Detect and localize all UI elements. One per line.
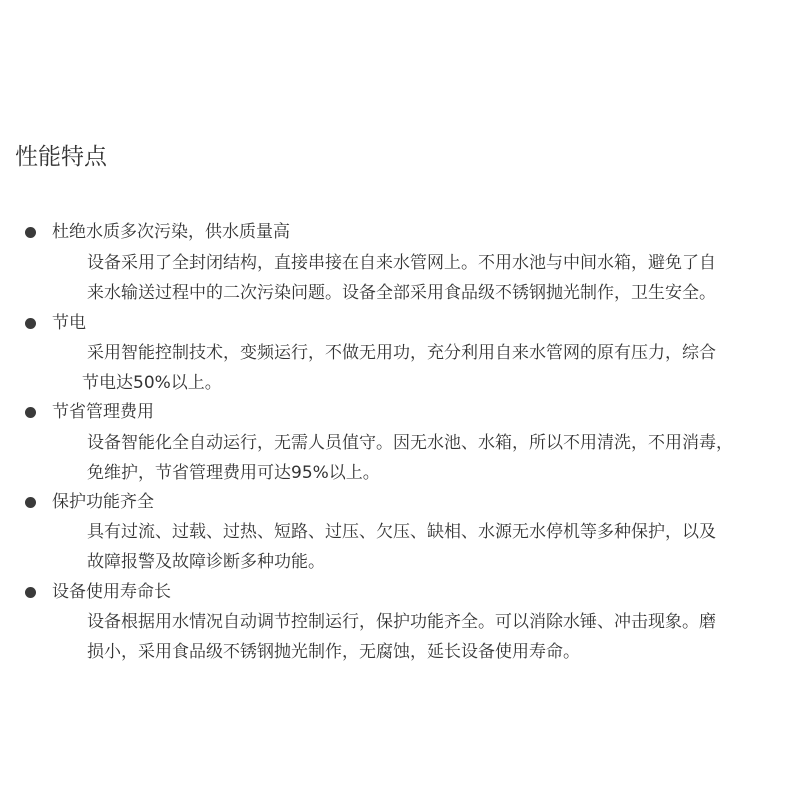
feature-heading	[25, 398, 154, 426]
feature-desc-line: 损小，采用食品级不锈钢抛光制作，无腐蚀，延长设备使用寿命。	[87, 642, 580, 662]
feature-desc-line: 故障报警及故障诊断多种功能。	[87, 552, 325, 572]
bullet-icon	[25, 497, 36, 508]
page-title: 性能特点	[15, 144, 107, 170]
feature-desc-line: 设备智能化全自动运行，无需人员值守。因无水池、水箱，所以不用清洗，不用消毒，	[87, 433, 733, 453]
feature-heading	[25, 578, 171, 606]
bullet-icon	[25, 227, 36, 238]
feature-desc-line: 来水输送过程中的二次污染问题。设备全部采用食品级不锈钢抛光制作，卫生安全。	[87, 283, 716, 303]
feature-heading-text: 节省管理费用	[52, 402, 154, 422]
bullet-icon	[25, 587, 36, 598]
feature-desc-line: 具有过流、过载、过热、短路、过压、欠压、缺相、水源无水停机等多种保护，以及	[87, 522, 716, 542]
feature-heading	[25, 218, 290, 246]
feature-heading	[25, 309, 86, 337]
feature-heading-text: 保护功能齐全	[52, 492, 154, 512]
bullet-icon	[25, 318, 36, 329]
feature-desc-line: 设备根据用水情况自动调节控制运行，保护功能齐全。可以消除水锤、冲击现象。磨	[87, 612, 716, 632]
feature-heading-text: 杜绝水质多次污染，供水质量高	[52, 222, 290, 242]
bullet-icon	[25, 407, 36, 418]
feature-heading-text: 节电	[52, 313, 86, 333]
feature-heading-text: 设备使用寿命长	[52, 582, 171, 602]
feature-desc-line: 设备采用了全封闭结构，直接串接在自来水管网上。不用水池与中间水箱，避免了自	[87, 253, 716, 273]
feature-desc-line: 采用智能控制技术，变频运行，不做无用功，充分利用自来水管网的原有压力，综合	[87, 343, 716, 363]
feature-desc-line: 免维护，节省管理费用可达95%以上。	[87, 463, 380, 483]
feature-heading	[25, 488, 154, 516]
feature-desc-line: 节电达50%以上。	[82, 373, 222, 393]
